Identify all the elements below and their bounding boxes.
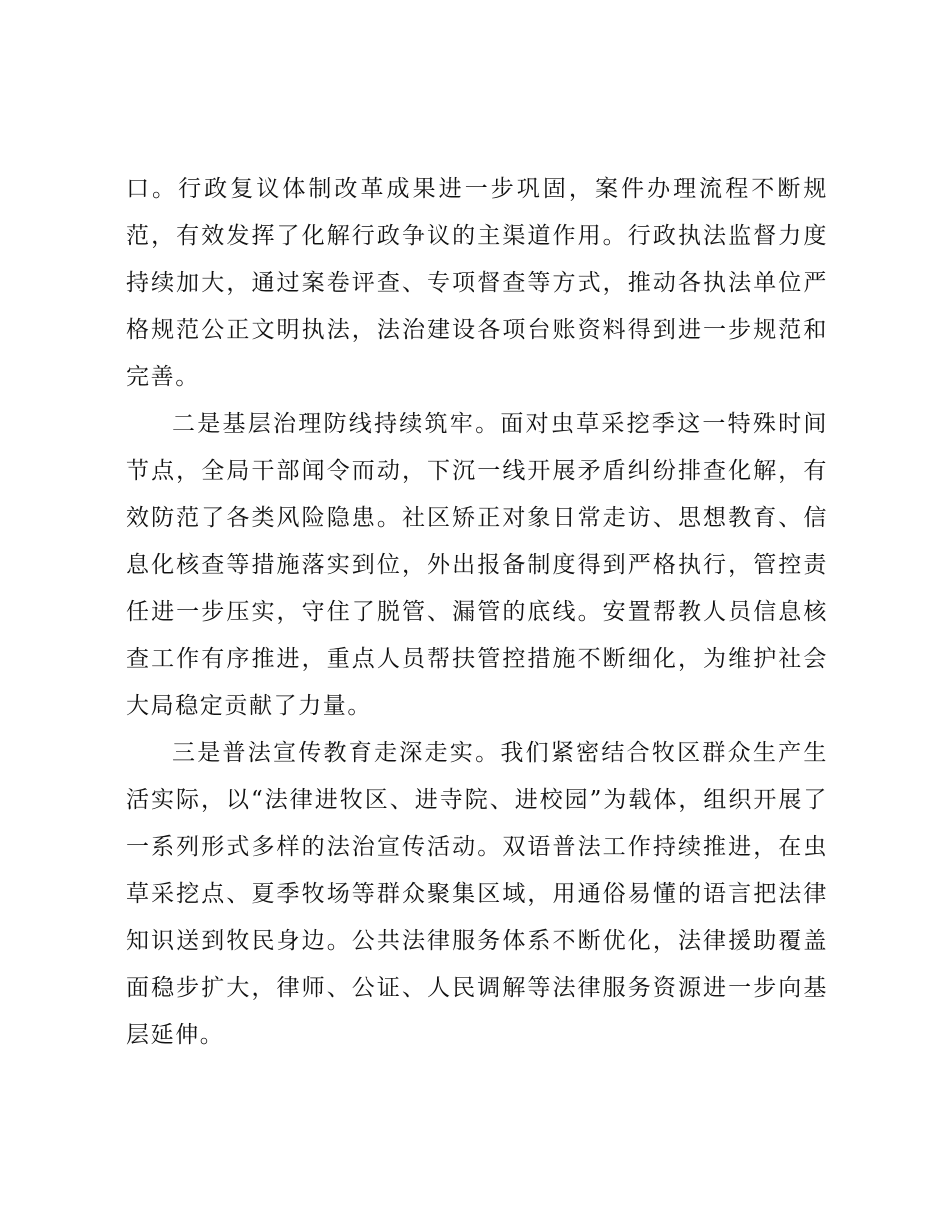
document-body [126,166,828,1059]
paragraph-continuation: 口。行政复议体制改革成果进一步巩固，案件办理流程不断规范，有效发挥了化解行政争议的主渠道作用。行政执法监督力度持续加大，通过案卷评查、专项督查等方式，推动各执法单位严格规范公正文明执法，法治建设各项台账资料得到进一步规范和完善。 [126,176,828,390]
paragraph-legal-education: 三是普法宣传教育走深走实。我们紧密结合牧区群众生产生活实际，以“法律进牧区、进寺院、进校园”为载体，组织开展了一系列形式多样的法治宣传活动。双语普法工作持续推进，在虫草采挖点、夏季牧场等群众聚集区域，用通俗易懂的语言把法律知识送到牧民身边。公共法律服务体系不断优化，法律援助覆盖面稳步扩大，律师、公证、人民调解等法律服务资源进一步向基层延伸。 [126,740,828,1048]
paragraph-grassroots-governance: 二是基层治理防线持续筑牢。面对虫草采挖季这一特殊时间节点，全局干部闻令而动，下沉一线开展矛盾纠纷排查化解，有效防范了各类风险隐患。社区矫正对象日常走访、思想教育、信息化核查等措施落实到位，外出报备制度得到严格执行，管控责任进一步压实，守住了脱管、漏管的底线。安置帮教人员信息核查工作有序推进，重点人员帮扶管控措施不断细化，为维护社会大局稳定贡献了力量。 [126,411,828,719]
